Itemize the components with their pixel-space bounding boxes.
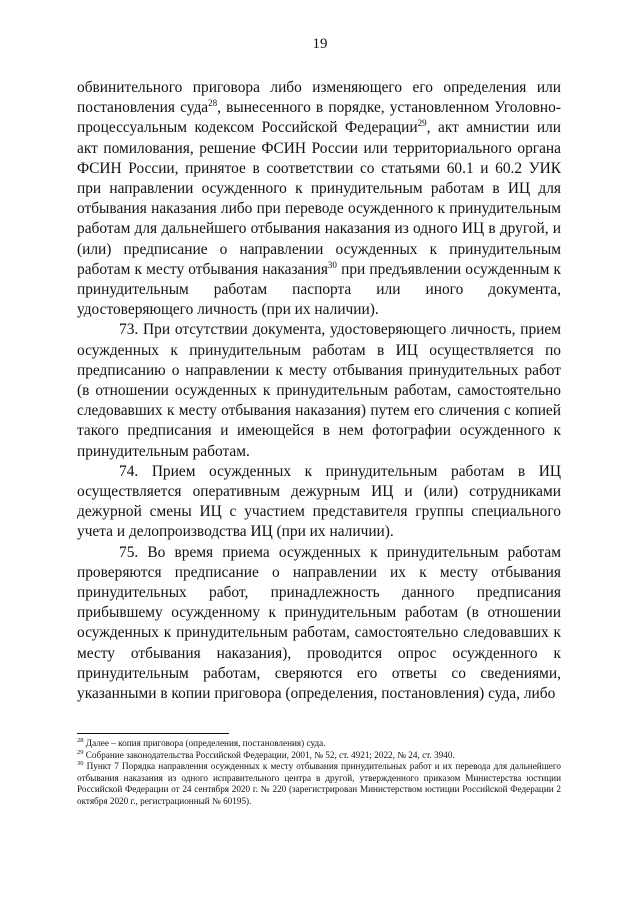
footnote-number: 30	[77, 760, 84, 768]
paragraph-75	[77, 543, 561, 705]
footnote-30	[77, 761, 561, 807]
footnote-ref: 30	[327, 259, 337, 270]
paragraph-74	[77, 462, 561, 543]
footnote-divider	[77, 733, 229, 734]
footnote-text: Собрание законодательства Российской Федерации, 2001, № 52, ст. 4921; 2022, № 24, ст. 3940.	[83, 749, 455, 760]
text-run: , вынесенного в порядке, установленном Уголовно-процессуальным кодексом Российской Федерации	[77, 99, 561, 137]
footnote-number: 28	[77, 736, 84, 744]
body-text	[77, 78, 561, 704]
footnote-ref: 28	[208, 98, 218, 109]
footnote-text: Пункт 7 Порядка направления осужденных к месту отбывания принудительных работ и их перевода для дальнейшего отбывания наказания из одного исправительного центра в другой, утвержденного приказом Министерства юстиции Российской Федерации от 24 сентября 2020 г. № 220 (зарегистрирован Министерством юстиции Российской Федерации 2 октября 2020 г., регистрационный № 60195).	[77, 761, 561, 806]
paragraph-continuation	[77, 78, 561, 320]
footnotes	[77, 738, 561, 808]
text-run: обвинительного приговора либо изменяющего его определения или постановления суда	[77, 79, 561, 117]
text-run: при предъявлении осужденным к принудительным работам паспорта или иного документа, удостоверяющего личность (при их наличии).	[77, 260, 561, 319]
page-number: 19	[312, 36, 328, 52]
footnote-ref: 29	[417, 118, 427, 129]
footnote-29	[77, 750, 561, 762]
text-run: 73. При отсутствии документа, удостоверяющего личность, прием осужденных к принудительным работам в ИЦ осуществляется по предписанию о направлении к месту отбывания принудительных работ (в отношении осужденных к принудительным работам, самостоятельно следовавших к месту отбывания наказания) путем его сличения с копией такого предписания и имеющейся в нем фотографии осужденного к принудительным работам.	[77, 321, 561, 460]
footnote-text: Далее – копия приговора (определения, постановления) суда.	[83, 738, 326, 748]
paragraph-73	[77, 320, 561, 461]
footnote-28	[77, 738, 561, 750]
text-run: 75. Во время приема осужденных к принудительным работам проверяются предписание о направлении их к месту отбывания принудительных работ, принадлежность данного предписания прибывшему осужденному к принудительным работам (в отношении осужденных к принудительным работам, самостоятельно следовавших к месту отбывания наказания), проводится опрос осужденного к принудительным работам, сверяются его ответы со сведениями, указанными в копии приговора (определения, постановления) суда, либо	[77, 543, 561, 703]
text-run: , акт амнистии или акт помилования, решение ФСИН России или территориального органа ФСИН России, принятое в соответствии со статьями 60.1 и 60.2 УИК при направлении осужденного к принудительным работам в ИЦ для отбывания наказания либо при переводе осужденного к принудительным работам для дальнейшего отбывания наказания из одного ИЦ в другой, и (или) предписание о направлении осужденных к принудительным работам к месту отбывания наказания	[77, 119, 561, 278]
text-run: 74. Прием осужденных к принудительным работам в ИЦ осуществляется оперативным дежурным ИЦ и (или) сотрудниками дежурной смены ИЦ с участием представителя группы специального учета и делопроизводства ИЦ (при их наличии).	[77, 462, 561, 541]
footnote-number: 29	[77, 748, 84, 756]
